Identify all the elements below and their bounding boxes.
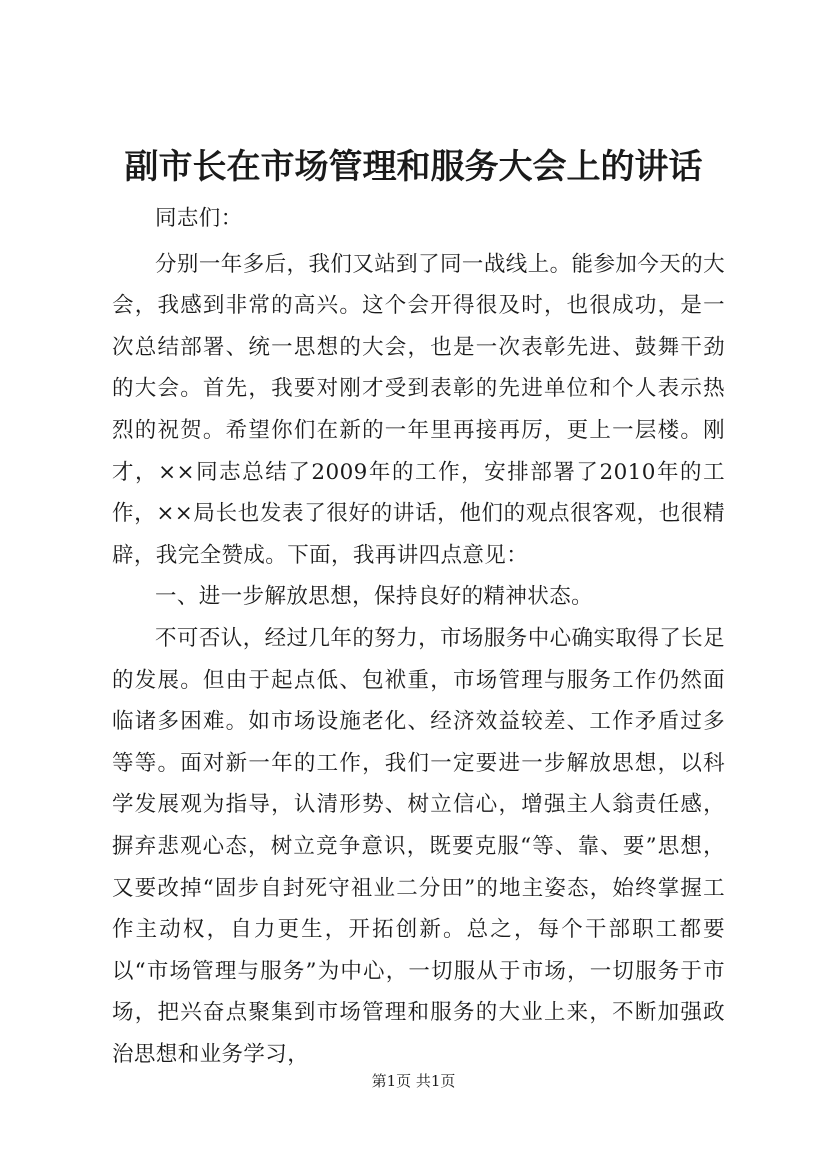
document-body (112, 198, 725, 1075)
salutation: 同志们： (155, 206, 243, 231)
document-title: 副市长在市场管理和服务大会上的讲话 (124, 147, 703, 187)
page-footer: 第1页 共1页 (371, 1072, 456, 1090)
paragraph-intro: 分别一年多后，我们又站到了同一战线上。能参加今天的大会，我感到非常的高兴。这个会开得很及时，也很成功，是一次总结部署、统一思想的大会，也是一次表彰先进、鼓舞干劲的大会。首先，我要对刚才受到表彰的先进单位和个人表示热烈的祝贺。希望你们在新的一年里再接再厉，更上一层楼。刚才，××同志总结了2009年的工作，安排部署了2010年的工作，××局长也发表了很好的讲话，他们的观点很客观，也很精辟，我完全赞成。下面，我再讲四点意见： (112, 251, 725, 568)
section-heading-1: 一、进一步解放思想，保持良好的精神状态。 (155, 584, 594, 610)
paragraph-section-1: 不可否认，经过几年的努力，市场服务中心确实取得了长足的发展。但由于起点低、包袱重，市场管理与服务工作仍然面临诸多困难。如市场设施老化、经济效益较差、工作矛盾过多等等。面对新一年的工作，我们一定要进一步解放思想，以科学发展观为指导，认清形势、树立信心，增强主人翁责任感，摒弃悲观心态，树立竞争意识，既要克服“等、靠、要”思想，又要改掉“固步自封死守祖业二分田”的地主姿态，始终掌握工作主动权，自力更生，开拓创新。总之，每个干部职工都要以“市场管理与服务”为中心，一切服从于市场，一切服务于市场，把兴奋点聚集到市场管理和服务的大业上来，不断加强政治思想和业务学习， (112, 625, 725, 1067)
